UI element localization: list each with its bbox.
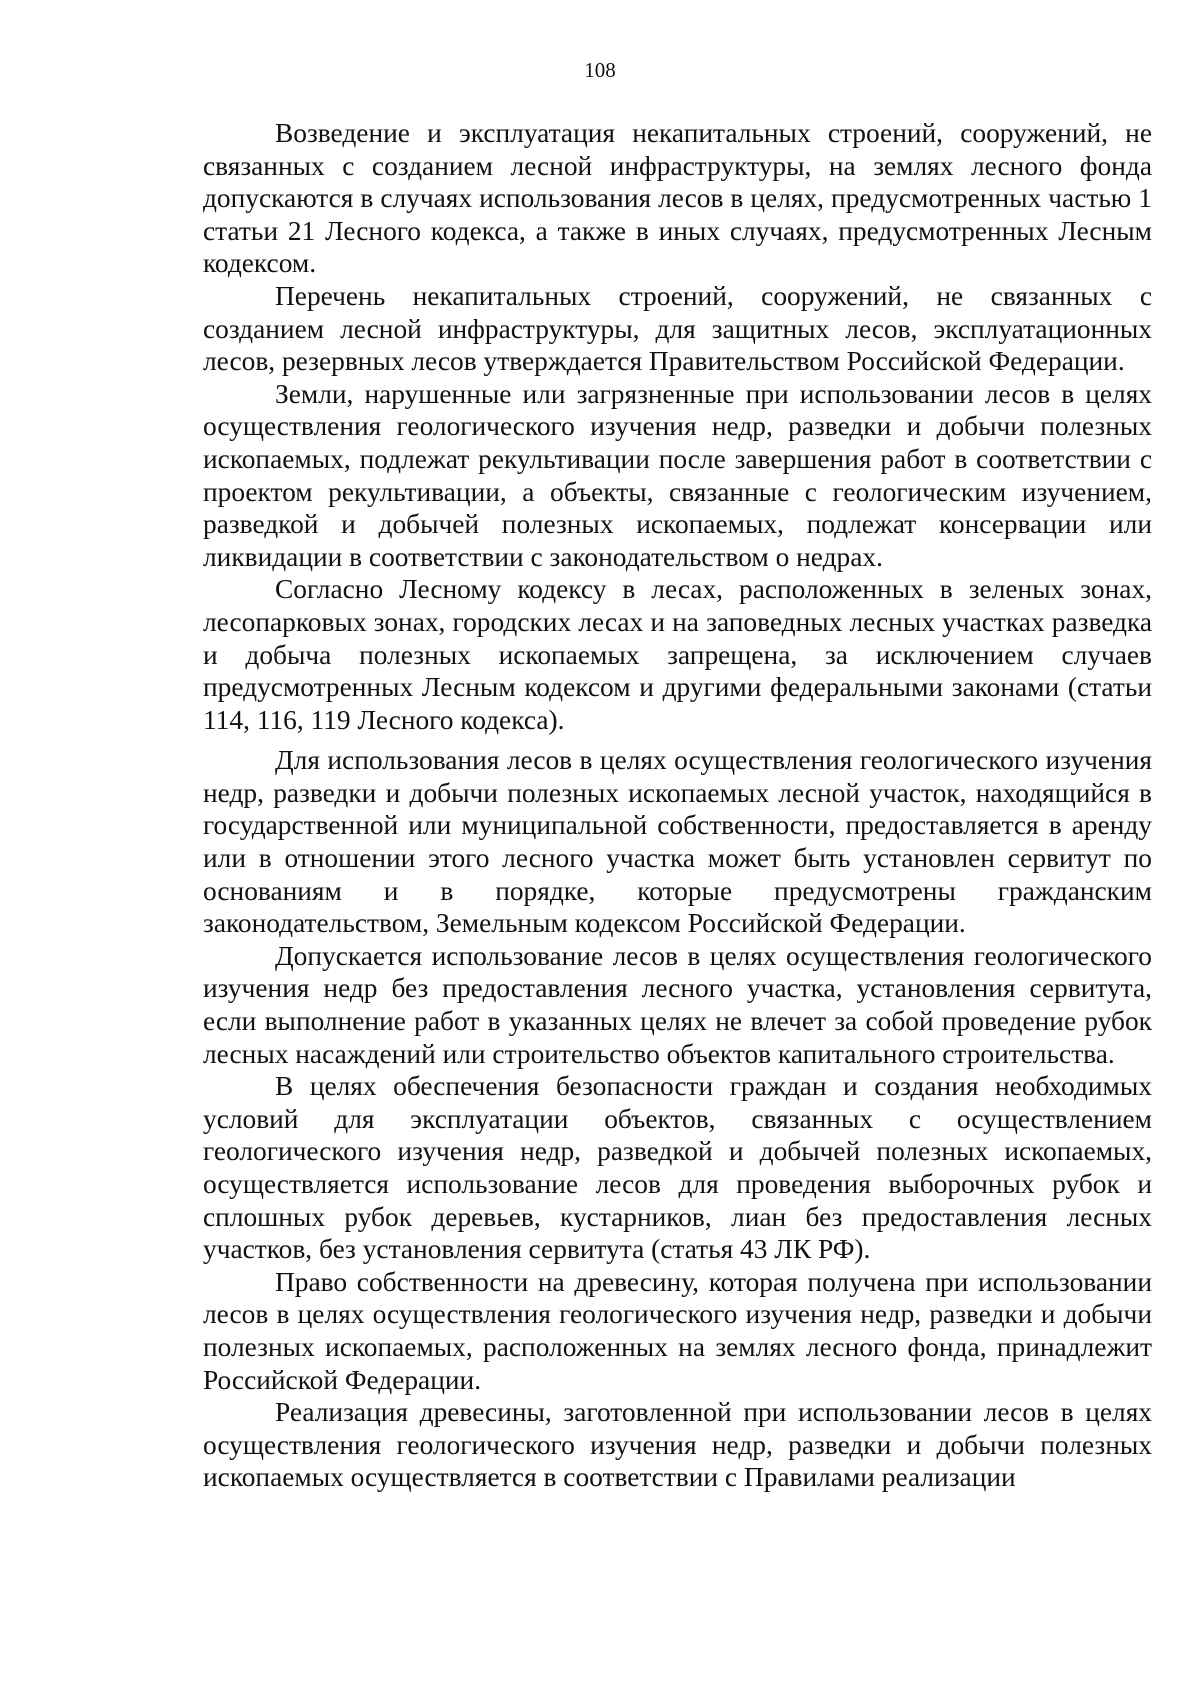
body-text — [203, 117, 1152, 1494]
paragraph-6: Допускается использование лесов в целях осуществления геологического изучения недр без предоставления лесного участка, установления сервитута, если выполнение работ в указанных целях не влечет за собой проведение рубок лесных насаждений или строительство объектов капитального строительства. — [203, 940, 1152, 1069]
paragraph-3: Земли, нарушенные или загрязненные при использовании лесов в целях осуществления геологического изучения недр, разведки и добычи полезных ископаемых, подлежат рекультивации после завершения работ в соответствии с проектом рекультивации, а объекты, связанные с геологическим изучением, разведкой и добычей полезных ископаемых, подлежат консервации или ликвидации в соответствии с законодательством о недрах. — [203, 378, 1152, 572]
paragraph-2: Перечень некапитальных строений, сооружений, не связанных с созданием лесной инфраструктуры, для защитных лесов, эксплуатационных лесов, резервных лесов утверждается Правительством Российской Федерации. — [203, 280, 1152, 377]
page-number: 108 — [584, 58, 616, 82]
paragraph-9: Реализация древесины, заготовленной при использовании лесов в целях осуществления геологического изучения недр, разведки и добычи полезных ископаемых осуществляется в соответствии с Правилами реализации — [203, 1397, 1152, 1493]
paragraph-5: Для использования лесов в целях осуществления геологического изучения недр, разведки и добычи полезных ископаемых лесной участок, находящийся в государственной или муниципальной собственности, предоставляется в аренду или в отношении этого лесного участка может быть установлен сервитут по основаниям и в порядке, которые предусмотрены гражданским законодательством, Земельным кодексом Российской Федерации. — [203, 745, 1152, 939]
paragraph-7: В целях обеспечения безопасности граждан и создания необходимых условий для эксплуатации объектов, связанных с осуществлением геологического изучения недр, разведкой и добычей полезных ископаемых, осуществляется использование лесов для проведения выборочных рубок и сплошных рубок деревьев, кустарников, лиан без предоставления лесных участков, без установления сервитута (статья 43 ЛК РФ). — [203, 1071, 1152, 1265]
paragraph-1: Возведение и эксплуатация некапитальных строений, сооружений, не связанных с созданием лесной инфраструктуры, на землях лесного фонда допускаются в случаях использования лесов в целях, предусмотренных частью 1 статьи 21 Лесного кодекса, а также в иных случаях, предусмотренных Лесным кодексом. — [203, 118, 1152, 279]
paragraph-8: Право собственности на древесину, которая получена при использовании лесов в целях осуществления геологического изучения недр, разведки и добычи полезных ископаемых, расположенных на землях лесного фонда, принадлежит Российской Федерации. — [203, 1266, 1152, 1395]
paragraph-4: Согласно Лесному кодексу в лесах, расположенных в зеленых зонах, лесопарковых зонах, городских лесах и на заповедных лесных участках разведка и добыча полезных ископаемых запрещена, за исключением случаев предусмотренных Лесным кодексом и другими федеральными законами (статьи 114, 116, 119 Лесного кодекса). — [203, 574, 1152, 735]
